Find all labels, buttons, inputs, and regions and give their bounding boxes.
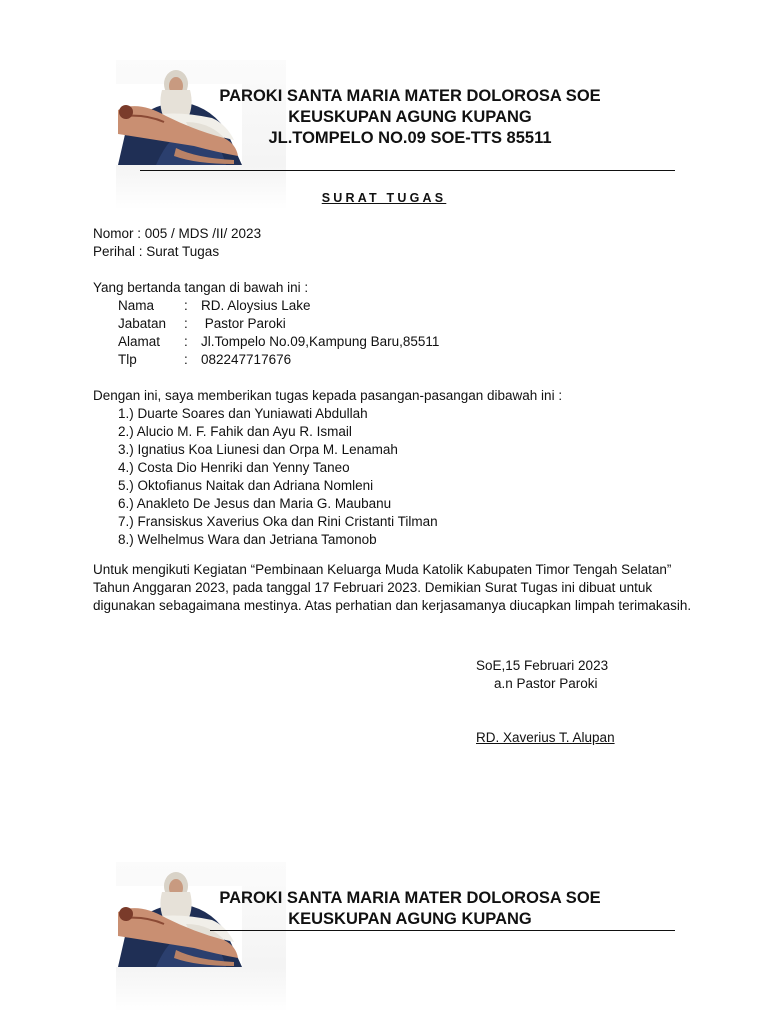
closing-line-3: digunakan sebagaimana mestinya. Atas perhatian dan kerjasamanya diucapkan limpah terimakasih. — [93, 598, 692, 613]
field-value: RD. Aloysius Lake — [201, 298, 311, 313]
field-label: Alamat — [118, 334, 161, 349]
document-title: SURAT TUGAS — [321, 191, 447, 205]
signatory-row-phone — [118, 352, 291, 367]
list-item: 6.) Anakleto De Jesus dan Maria G. Maubanu — [118, 496, 392, 511]
list-item: 1.) Duarte Soares dan Yuniawati Abdullah — [118, 406, 368, 421]
header-archdiocese: KEUSKUPAN AGUNG KUPANG — [288, 108, 532, 126]
field-colon: : — [184, 298, 188, 313]
closing-line-2: Tahun Anggaran 2023, pada tanggal 17 Februari 2023. Demikian Surat Tugas ini dibuat untuk — [93, 580, 653, 595]
header-divider — [140, 170, 675, 171]
signatory-row-address — [118, 334, 439, 349]
list-item: 7.) Fransiskus Xaverius Oka dan Rini Cristanti Tilman — [118, 514, 438, 529]
signature-name: RD. Xaverius T. Alupan — [476, 730, 615, 745]
footer-header-parish-name: PAROKI SANTA MARIA MATER DOLOROSA SOE — [219, 889, 601, 907]
letter-subject: Perihal : Surat Tugas — [93, 244, 220, 259]
field-colon: : — [184, 352, 188, 367]
list-item: 4.) Costa Dio Henriki dan Yenny Taneo — [118, 460, 350, 475]
field-label: Nama — [118, 298, 155, 313]
footer-header-divider — [210, 930, 675, 931]
header-parish-name: PAROKI SANTA MARIA MATER DOLOROSA SOE — [219, 87, 601, 105]
field-value: Jl.Tompelo No.09,Kampung Baru,85511 — [201, 334, 440, 349]
field-value: 082247717676 — [201, 352, 292, 367]
letter-number: Nomor : 005 / MDS /II/ 2023 — [93, 226, 262, 241]
signatory-row-name — [118, 298, 311, 313]
closing-line-1: Untuk mengikuti Kegiatan “Pembinaan Keluarga Muda Katolik Kabupaten Timor Tengah Selatan” — [93, 562, 672, 577]
signature-on-behalf: a.n Pastor Paroki — [494, 676, 598, 691]
parish-logo-next-page — [116, 862, 286, 1012]
field-label: Tlp — [118, 352, 137, 367]
intro-text: Yang bertanda tangan di bawah ini : — [93, 280, 309, 295]
field-label: Jabatan — [118, 316, 167, 331]
list-item: 3.) Ignatius Koa Liunesi dan Orpa M. Lenamah — [118, 442, 398, 457]
field-colon: : — [184, 316, 188, 331]
assignment-intro: Dengan ini, saya memberikan tugas kepada pasangan-pasangan dibawah ini : — [93, 388, 563, 403]
list-item: 5.) Oktofianus Naitak dan Adriana Nomleni — [118, 478, 374, 493]
field-colon: : — [184, 334, 188, 349]
header-address: JL.TOMPELO NO.09 SOE-TTS 85511 — [268, 129, 552, 147]
signatory-row-position — [118, 316, 286, 331]
list-item: 8.) Welhelmus Wara dan Jetriana Tamonob — [118, 532, 377, 547]
footer-header-archdiocese: KEUSKUPAN AGUNG KUPANG — [288, 910, 532, 928]
signature-place-date: SoE,15 Februari 2023 — [476, 658, 609, 673]
list-item: 2.) Alucio M. F. Fahik dan Ayu R. Ismail — [118, 424, 352, 439]
field-value: Pastor Paroki — [201, 316, 286, 331]
